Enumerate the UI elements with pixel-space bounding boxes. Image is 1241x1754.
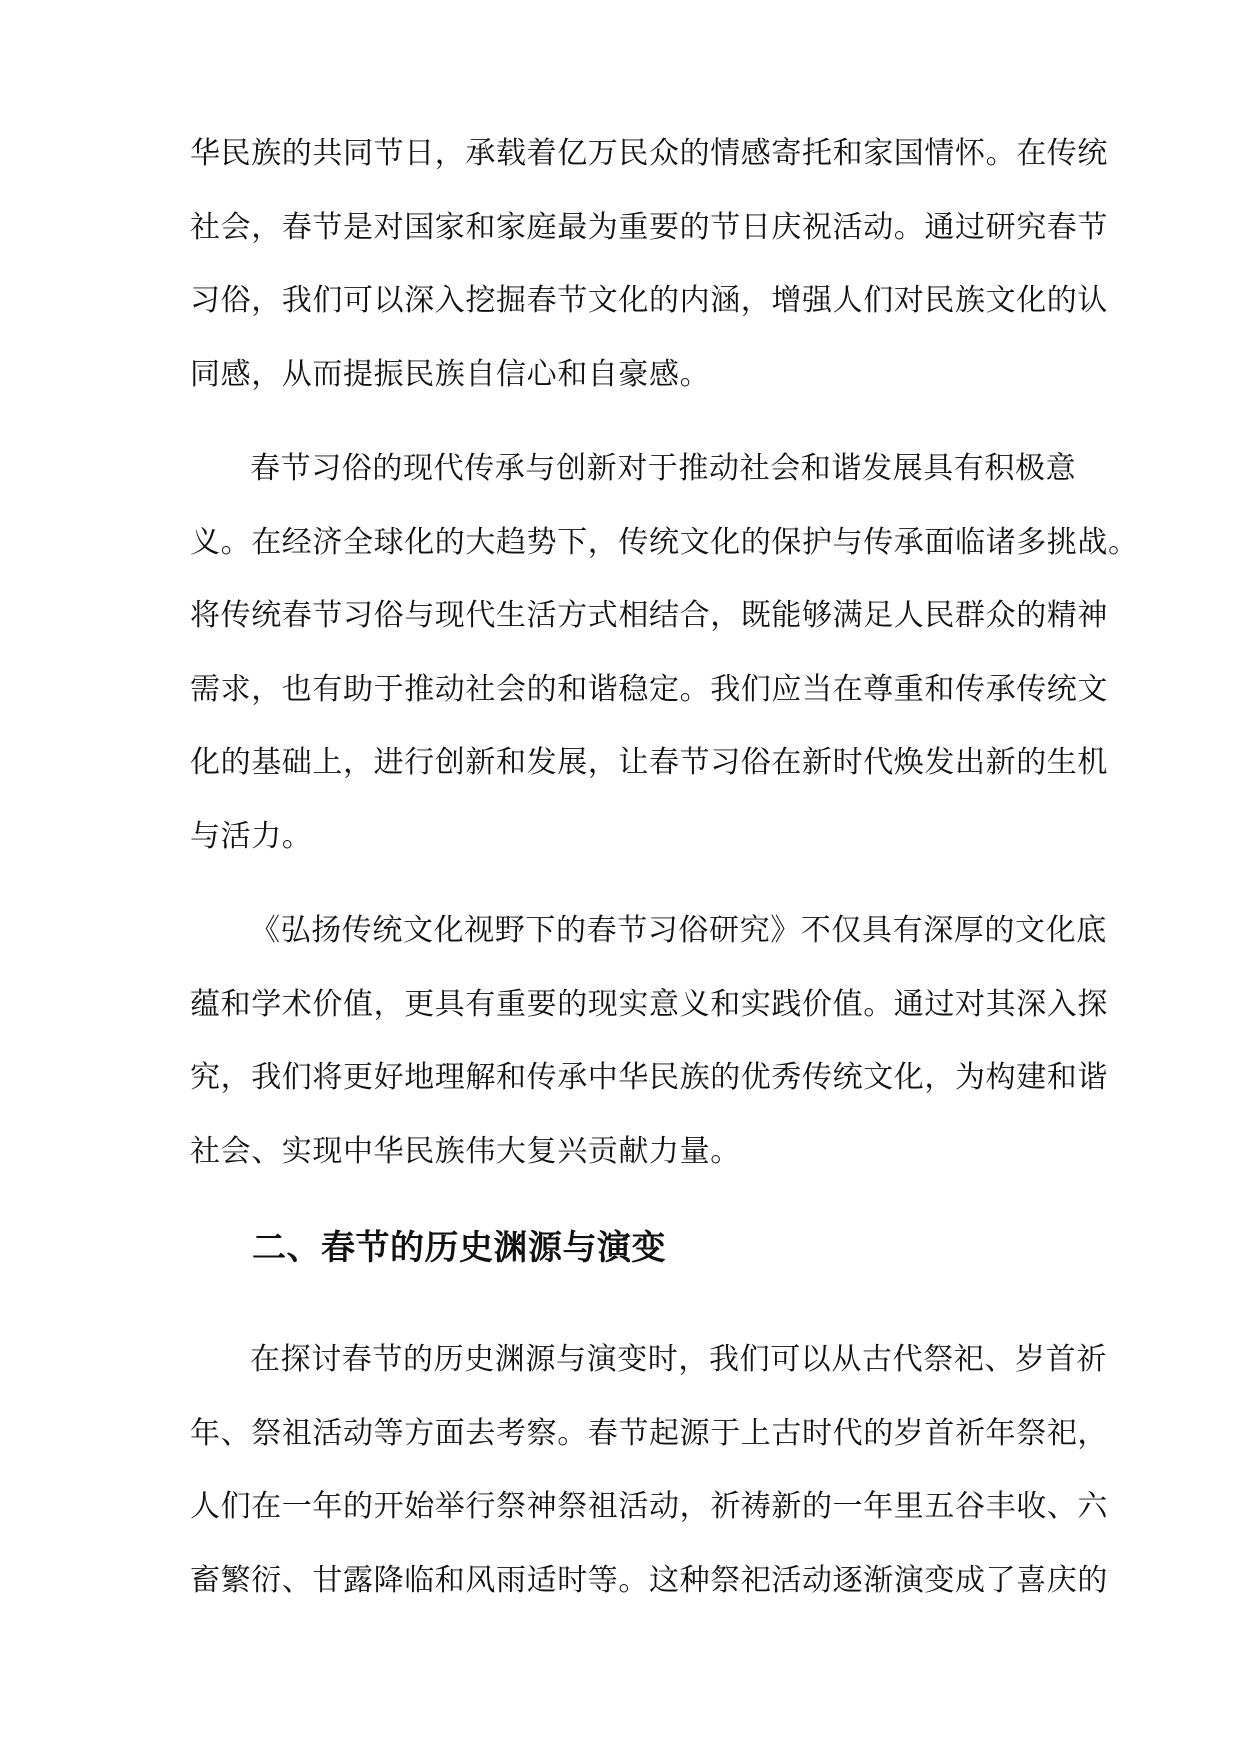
paragraph-line: 将传统春节习俗与现代生活方式相结合，既能够满足人民群众的精神 <box>190 598 1108 633</box>
paragraph-line: 蕴和学术价值，更具有重要的现实意义和实践价值。通过对其深入探 <box>190 986 1108 1022</box>
section-heading: 二、春节的历史渊源与演变 <box>252 1228 666 1268</box>
paragraph-line: 义。在经济全球化的大趋势下，传统文化的保护与传承面临诸多挑战。 <box>190 524 1139 560</box>
paragraph-line: 华民族的共同节日，承载着亿万民众的情感寄托和家国情怀。在传统 <box>190 136 1108 171</box>
paragraph-line: 习俗，我们可以深入挖掘春节文化的内涵，增强人们对民族文化的认 <box>190 283 1108 318</box>
paragraph-line: 化的基础上，进行创新和发展，让春节习俗在新时代焕发出新的生机 <box>190 745 1108 780</box>
paragraph-modern-inheritance <box>190 432 1139 873</box>
paragraph-line: 究，我们将更好地理解和传承中华民族的优秀传统文化，为构建和谐 <box>190 1060 1108 1095</box>
paragraph-research-value <box>190 894 1108 1188</box>
paragraph-line: 年、祭祖活动等方面去考察。春节起源于上古时代的岁首祈年祭祀， <box>190 1415 1108 1451</box>
paragraph-line: 在探讨春节的历史渊源与演变时，我们可以从古代祭祀、岁首祈 <box>250 1342 1107 1377</box>
paragraph-line: 与活力。 <box>190 818 313 854</box>
paragraph-line: 人们在一年的开始举行祭神祭祖活动，祈祷新的一年里五谷丰收、六 <box>190 1489 1108 1524</box>
paragraph-history-origin <box>190 1323 1108 1617</box>
paragraph-line: 春节习俗的现代传承与创新对于推动社会和谐发展具有积极意 <box>250 451 1077 486</box>
paragraph-line: 同感，从而提振民族自信心和自豪感。 <box>190 356 711 392</box>
paragraph-line: 社会，春节是对国家和家庭最为重要的节日庆祝活动。通过研究春节 <box>190 209 1108 245</box>
paragraph-line: 畜繁衍、甘露降临和风雨适时等。这种祭祀活动逐渐演变成了喜庆的 <box>190 1562 1108 1598</box>
paragraph-intro-continued <box>190 117 1108 411</box>
paragraph-line: 社会、实现中华民族伟大复兴贡献力量。 <box>190 1133 741 1169</box>
paragraph-line: 需求，也有助于推动社会的和谐稳定。我们应当在尊重和传承传统文 <box>190 671 1108 707</box>
paragraph-line: 《弘扬传统文化视野下的春节习俗研究》不仅具有深厚的文化底 <box>250 913 1107 948</box>
